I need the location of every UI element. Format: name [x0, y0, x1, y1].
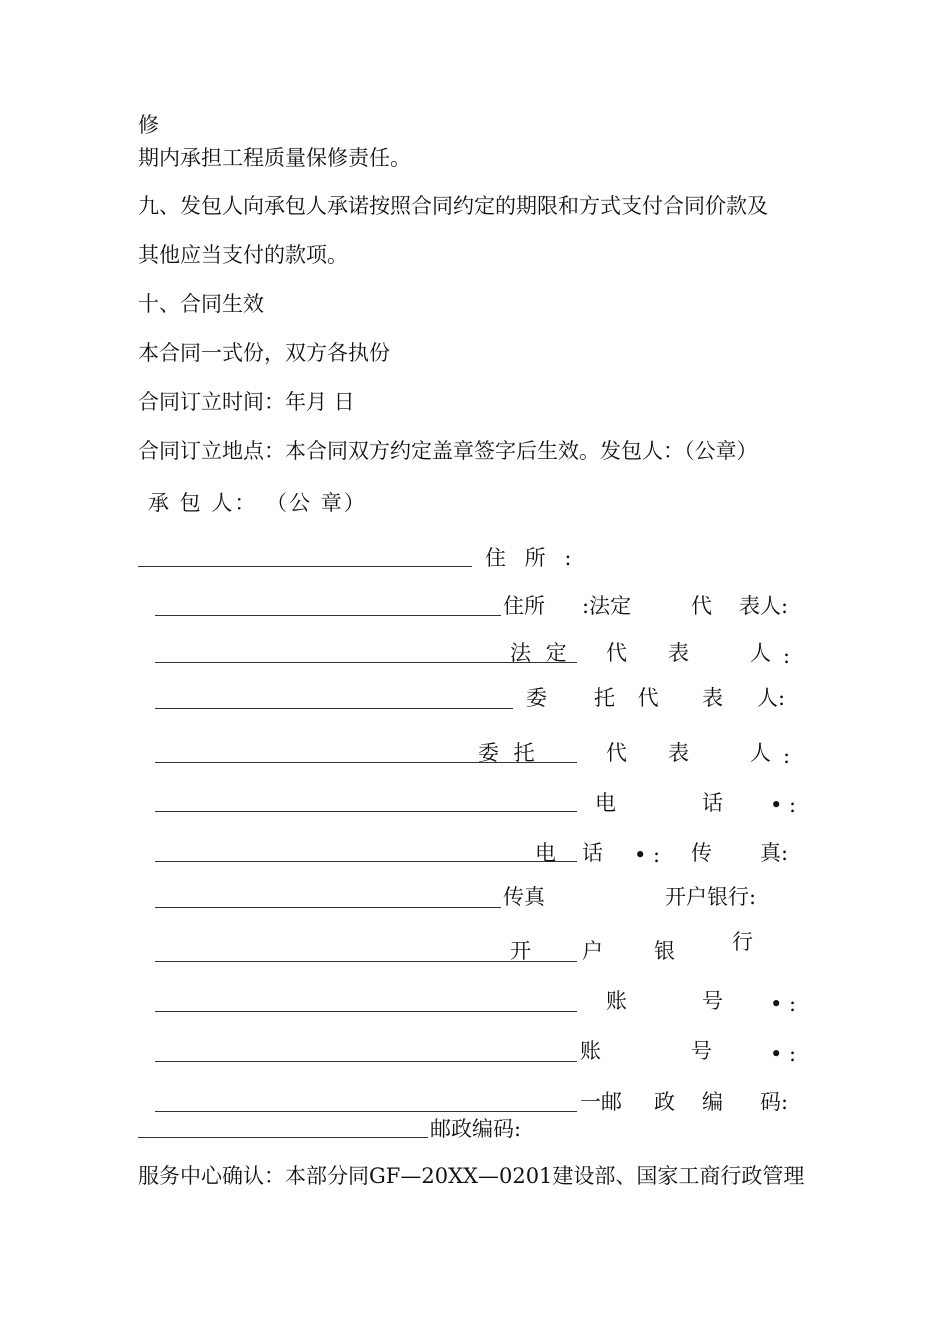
label-char: 编: [702, 1090, 723, 1114]
label-address: 住 所 :: [485, 546, 578, 570]
paragraph-clause-9-cont: 其他应当支付的款项。: [138, 243, 348, 267]
label-char: 号: [691, 1039, 712, 1063]
underline-field: [155, 861, 577, 862]
paragraph-sign-place: 合同订立地点：本合同双方约定盖章签字后生效。发包人：（公章）: [138, 439, 758, 463]
label-char: 话: [582, 841, 603, 865]
underline-field: [155, 907, 501, 908]
paragraph-copies: 本合同一式份，双方各执份: [138, 341, 390, 365]
underline-field: [138, 566, 472, 567]
label-code: 码:: [760, 1090, 789, 1114]
paragraph-fragment: 修: [138, 113, 159, 137]
label-char: 代: [606, 641, 627, 665]
label-char: 电: [595, 791, 616, 815]
underline-field: [155, 1011, 577, 1012]
label-char: 代: [606, 741, 627, 765]
label-legal: :法定: [582, 594, 632, 618]
paragraph-sign-date: 合同订立时间：年月 日: [138, 390, 355, 414]
paragraph-clause-9: 九、发包人向承包人承诺按照合同约定的期限和方式支付合同价款及: [138, 194, 768, 218]
label-bank: 开户银行:: [665, 885, 757, 909]
label-representative: 表人:: [739, 594, 789, 618]
label-dot-colon: • :: [770, 1042, 797, 1066]
label-colon: :: [783, 644, 791, 668]
label-address: 住所: [503, 594, 545, 618]
underline-field: [155, 1111, 577, 1112]
label-char: 号: [702, 989, 723, 1013]
label-char: 人: [750, 641, 771, 665]
paragraph-service-center: 服务中心确认：本部分同GF—20XX—0201建设部、国家工商行政管理: [138, 1164, 805, 1188]
label-char: 委: [526, 686, 547, 710]
underline-field: [155, 811, 577, 812]
label-entrust: 托 代: [594, 686, 667, 710]
label-char: 银: [654, 939, 675, 963]
label-char: 户: [582, 939, 603, 963]
underline-field: [155, 708, 513, 709]
label-entrust: 委 托: [478, 741, 539, 765]
label-colon: :: [783, 744, 791, 768]
label-char: 表: [668, 641, 689, 665]
label-fax: 传真: [503, 885, 545, 909]
label-dot-colon: • :: [770, 793, 797, 817]
label-char: 账: [580, 1039, 601, 1063]
label-char: 话: [702, 791, 723, 815]
label-char: 代: [691, 594, 712, 618]
label-char: 表: [702, 686, 723, 710]
label-person: 人:: [757, 686, 786, 710]
label-char: 表: [668, 741, 689, 765]
label-postal-code: 邮政编码:: [430, 1117, 522, 1141]
label-char: 行: [732, 930, 753, 954]
label-fax: 真:: [760, 841, 789, 865]
label-char: 政: [654, 1090, 675, 1114]
underline-field: [155, 615, 501, 616]
label-legal: 法 定: [510, 641, 571, 665]
label-char: 人: [750, 741, 771, 765]
label-postal: 一邮: [580, 1090, 622, 1114]
underline-field: [138, 1137, 428, 1138]
paragraph-warranty: 期内承担工程质量保修责任。: [138, 146, 411, 170]
heading-clause-10: 十、合同生效: [138, 292, 264, 316]
label-dot-colon: • :: [634, 843, 661, 867]
label-dot-colon: • :: [770, 992, 797, 1016]
contractor-seal-label: 承 包 人： （公 章）: [148, 491, 367, 515]
label-char: 开: [510, 939, 531, 963]
label-char: 传: [691, 841, 712, 865]
underline-field: [155, 1061, 577, 1062]
label-char: 电: [535, 841, 556, 865]
label-char: 账: [606, 989, 627, 1013]
